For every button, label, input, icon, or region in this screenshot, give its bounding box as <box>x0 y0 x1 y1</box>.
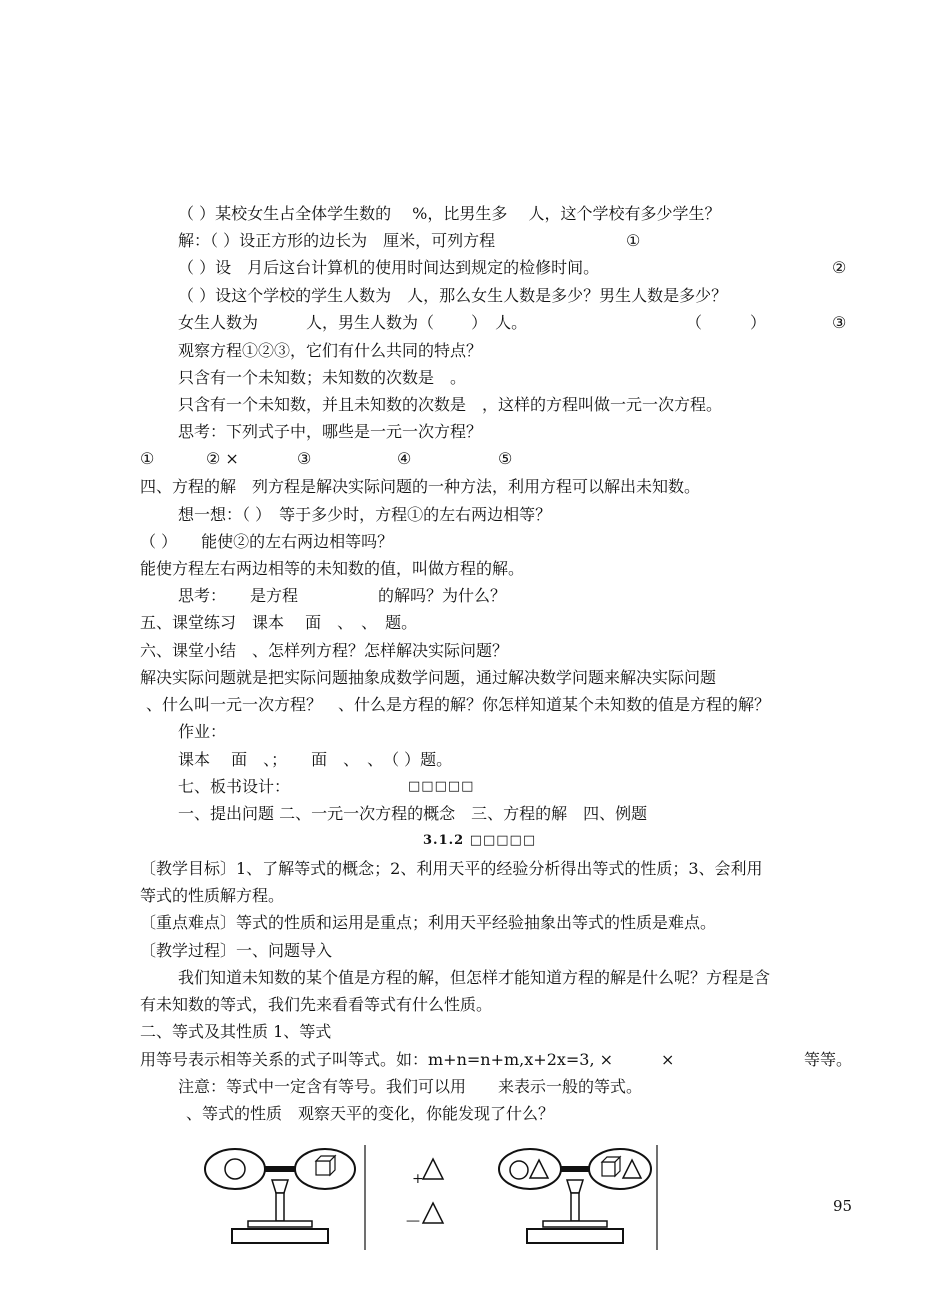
equation-marker: ① <box>626 231 641 250</box>
text-line: 女生人数为 人，男生人数为（ ） 人。 <box>178 313 528 332</box>
text-line: 等等。 <box>804 1050 853 1069</box>
text-line: （ ） 能使②的左右两边相等吗？ <box>140 532 394 551</box>
text-line: 作业： <box>178 722 227 741</box>
text-line: 有未知数的等式，我们先来看看等式有什么性质。 <box>140 995 493 1014</box>
text-line: 解：（ ）设正方形的边长为 厘米，可列方程 <box>178 231 496 250</box>
section-title: 3.1.2 □□□□□ <box>423 833 537 848</box>
list-item: ④ <box>397 449 412 468</box>
text-line: （ ）某校女生占全体学生数的 %，比男生多 人，这个学校有多少学生？ <box>178 204 721 223</box>
text-line: 我们知道未知数的某个值是方程的解，但怎样才能知道方程的解是什么呢？方程是含 <box>178 968 771 987</box>
section-heading: 五、课堂练习 课本 面 、 、 题。 <box>140 613 418 632</box>
balance-scale-figure-left <box>200 1145 375 1250</box>
equation-marker: ③ <box>832 313 847 332</box>
balance-scale-figure-right <box>495 1145 665 1250</box>
text-line: 、等式的性质 观察天平的变化，你能发现了什么？ <box>186 1104 555 1123</box>
list-item: ⑤ <box>498 449 513 468</box>
text-line: 、什么叫一元一次方程？ 、什么是方程的解？你怎样知道某个未知数的值是方程的解？ <box>146 695 771 714</box>
text-line: 只含有一个未知数，并且未知数的次数是 ，这样的方程叫做一元一次方程。 <box>178 395 723 414</box>
text-line: 解决实际问题就是把实际问题抽象成数学问题，通过解决数学问题来解决实际问题 <box>140 668 717 687</box>
text-line: 能使方程左右两边相等的未知数的值，叫做方程的解。 <box>140 559 525 578</box>
equation-list <box>140 448 640 470</box>
garbled-title: □□□□□ <box>408 779 475 794</box>
section-heading: 六、课堂小结 、怎样列方程？怎样解决实际问题？ <box>140 641 509 660</box>
text-line: 课本 面 、； 面 、 、 （ ）题。 <box>178 750 453 769</box>
text-line: 〔重点难点〕等式的性质和运用是重点；利用天平经验抽象出等式的性质是难点。 <box>140 913 717 932</box>
text-line: （ ） <box>686 313 767 332</box>
section-heading: 四、方程的解 列方程是解决实际问题的一种方法，利用方程可以解出未知数。 <box>140 477 701 496</box>
text-line: 等式的性质解方程。 <box>140 886 285 905</box>
text-line: 想一想：（ ） 等于多少时，方程①的左右两边相等？ <box>178 505 552 524</box>
text-line: 思考：下列式子中，哪些是一元一次方程？ <box>178 422 483 441</box>
text-line: 一、提出问题 二、一元一次方程的概念 三、方程的解 四、例题 <box>178 804 648 823</box>
text-line: （ ）设这个学校的学生人数为 人，那么女生人数是多少？男生人数是多少？ <box>178 286 728 305</box>
text-line: 只含有一个未知数；未知数的次数是 。 <box>178 368 467 387</box>
minus-sign: — <box>406 1213 420 1229</box>
text-line: 注意：等式中一定含有等号。我们可以用 来表示一般的等式。 <box>178 1077 643 1096</box>
section-heading: 七、板书设计： <box>178 777 291 796</box>
plus-sign: + <box>412 1171 424 1187</box>
text-line: 思考： 是方程 的解吗？为什么？ <box>178 586 507 605</box>
text-line: 观察方程①②③，它们有什么共同的特点？ <box>178 341 483 360</box>
equation-marker: ② <box>832 258 847 277</box>
list-item: ① <box>140 449 155 468</box>
list-item: ② × <box>206 449 239 468</box>
text-line: （ ）设 月后这台计算机的使用时间达到规定的检修时间。 <box>178 258 600 277</box>
text-line: 〔教学过程〕一、问题导入 <box>140 941 333 960</box>
section-heading: 二、等式及其性质 1、等式 <box>140 1022 332 1041</box>
list-item: ③ <box>297 449 312 468</box>
text-line: 〔教学目标〕1、了解等式的概念；2、利用天平的经验分析得出等式的性质；3、会利用 <box>140 859 763 878</box>
text-line: 用等号表示相等关系的式子叫等式。如：m+n=n+m,x+2x=3, × × <box>140 1050 675 1069</box>
page-number: 95 <box>833 1197 853 1215</box>
